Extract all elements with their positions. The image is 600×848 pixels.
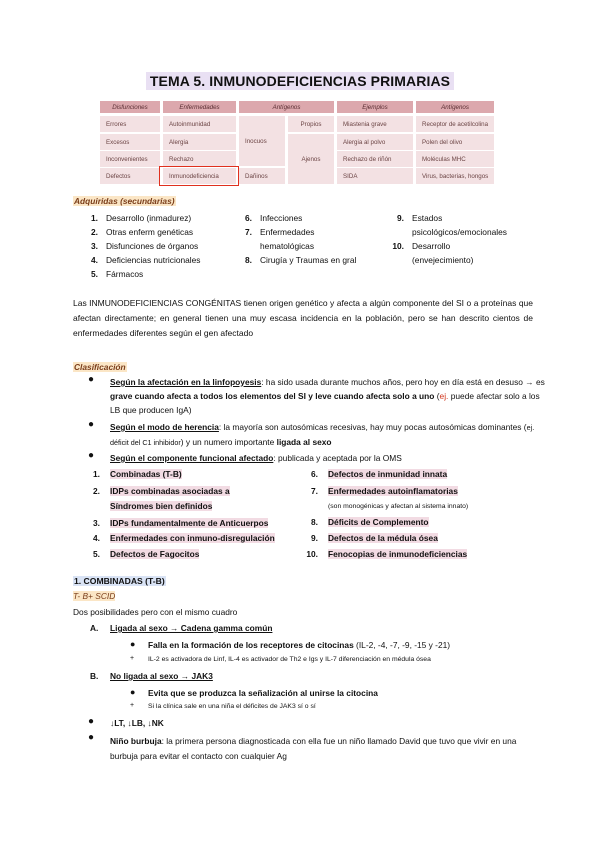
table-cell: Excesos: [100, 134, 160, 150]
table-cell: Inconvenientes: [100, 151, 160, 167]
bullet-icon: ●: [88, 732, 95, 743]
combined-subheading: T- B+ SCID: [73, 591, 116, 601]
bubble-boy-bullet: Niño burbuja: la primera persona diagnosticada con ella fue un niño llamado David que tuvo que vivir en una burbuja para evitar el contacto con cualquier Ag: [110, 736, 517, 761]
table-cell: Defectos: [100, 168, 160, 184]
table-cell: Receptor de acetilcolina: [416, 116, 494, 132]
table-cell: Alergia: [163, 134, 236, 150]
classification-item: 5. Defectos de Fagocitos: [93, 549, 200, 559]
bullet-icon: ●: [88, 450, 95, 461]
classification-bullet-2: Según el modo de herencia: la mayoría son autosómicas recesivas, hay muy pocas autosómicas dominantes (ej. déficit del C1 inhibidor) y un numero importante ligada al sexo: [110, 422, 535, 447]
table-cell: Miastenia grave: [337, 116, 413, 132]
list-item: 5. Fármacos: [91, 269, 144, 279]
acquired-heading: Adquiridas (secundarias): [74, 196, 175, 206]
list-item: 7. Enfermedades: [245, 227, 315, 237]
classification-bullet-3: Según el componente funcional afectado: publicada y aceptada por la OMS: [110, 453, 402, 463]
section-a-bullet-2: IL-2 es activadora de Linf, IL-4 es activador de Th2 e Igs y IL-7 diferenciación en médula ósea: [148, 656, 431, 663]
bullet-icon: ●: [88, 374, 95, 385]
classification-item: 4. Enfermedades con inmuno-disregulación: [93, 533, 275, 543]
section-a-label: A.: [90, 623, 99, 633]
classification-item: 7. Enfermedades autoinflamatorias: [311, 486, 458, 496]
table-header: Antígenos: [239, 101, 334, 113]
plus-icon: +: [130, 655, 135, 662]
list-item: 10. Desarrollo: [392, 241, 451, 251]
combined-heading: 1. COMBINADAS (T-B): [74, 576, 165, 586]
table-cell: Rechazo: [163, 151, 236, 167]
classification-item: 6. Defectos de inmunidad innata: [311, 469, 448, 479]
bullet-icon: ●: [130, 639, 136, 649]
section-a-bullet-1: Falla en la formación de los receptores de citocinas (IL-2, -4, -7, -9, -15 y -21): [148, 640, 451, 650]
table-cell: Rechazo de riñón: [337, 151, 413, 167]
bullet-icon: ●: [130, 687, 136, 697]
table-cell: Errores: [100, 116, 160, 132]
classification-item: 9. Defectos de la médula ósea: [311, 533, 438, 543]
list-item: psicológicos/emocionales: [412, 227, 507, 237]
list-item: 2. Otras enferm genéticas: [91, 227, 194, 237]
table-header: Enfermedades: [163, 101, 236, 113]
table-cell: Propios: [288, 116, 334, 132]
bullet-icon: ●: [88, 716, 95, 727]
list-item: 1. Desarrollo (inmadurez): [91, 213, 192, 223]
table-header: Disfunciones: [100, 101, 160, 113]
list-item: hematológicas: [260, 241, 315, 251]
classification-heading: Clasificación: [74, 362, 126, 372]
table-cell: Dañinos: [239, 168, 285, 184]
list-item: 8. Cirugía y Traumas en gral: [245, 255, 357, 265]
classification-item: Síndromes bien definidos: [110, 501, 213, 511]
classification-bullet-1: Según la afectación en la linfopoyesis: ha sido usada durante muchos años, pero hoy en día está en desuso → es grave cuando afecta a todos los elementos del SI y leve cuando afecta solo a uno (ej. puede afectar solo a los LB que producen IgA): [110, 377, 545, 415]
table-cell: Moléculas MHC: [416, 151, 494, 167]
table-cell: Inmunodeficiencia: [163, 168, 236, 184]
classification-item: 2. IDPs combinadas asociadas a: [93, 486, 230, 496]
table-cell: Alergia al polvo: [337, 134, 413, 150]
plus-icon: +: [130, 702, 135, 709]
table-cell: SIDA: [337, 168, 413, 184]
bullet-icon: ●: [88, 419, 95, 430]
table-header: Ejemplos: [337, 101, 413, 113]
table-cell: Ajenos: [288, 134, 334, 184]
list-item: 3. Disfunciones de órganos: [91, 241, 199, 251]
table-cell: Virus, bacterias, hongos: [416, 168, 494, 184]
list-item: 4. Deficiencias nutricionales: [91, 255, 201, 265]
table-cell: Inocuos: [239, 116, 285, 166]
section-b-bullet-1: Evita que se produzca la señalización al unirse la citocina: [148, 688, 378, 698]
page-title: TEMA 5. INMUNODEFICIENCIAS PRIMARIAS: [0, 73, 600, 89]
table-cell: Autoinmunidad: [163, 116, 236, 132]
list-item: 9. Estados: [397, 213, 443, 223]
combined-intro: Dos posibilidades pero con el mismo cuadro: [73, 607, 238, 617]
classification-item: 1. Combinadas (T-B): [93, 469, 182, 479]
section-a-title: Ligada al sexo → Cadena gamma común: [110, 623, 273, 633]
lymphocyte-bullet: ↓LT, ↓LB, ↓NK: [110, 718, 164, 728]
classification-item: 10. Fenocopias de inmunodeficiencias: [306, 549, 468, 559]
highlight-box: [159, 166, 239, 186]
list-item: (envejecimiento): [412, 255, 474, 265]
table-header: Antígenos: [416, 101, 494, 113]
classification-note: (son monogénicas y afectan al sistema innato): [328, 503, 469, 510]
section-b-bullet-2: Si la clínica sale en una niña el déficites de JAK3 sí o sí: [148, 703, 316, 710]
intro-paragraph: Las INMUNODEFICIENCIAS CONGÉNITAS tienen origen genético y afecta a algún componente del SI o a proteínas que afectan directamente; en general tienen una muy escasa incidencia en la población, pero se han descrito cientos de enfermedades diferentes según el gen afectado: [73, 298, 533, 338]
section-b-label: B.: [90, 671, 99, 681]
section-b-title: No ligada al sexo → JAK3: [110, 671, 213, 681]
list-item: 6. Infecciones: [245, 213, 303, 223]
classification-item: 3. IDPs fundamentalmente de Anticuerpos: [93, 518, 269, 528]
classification-item: 8. Déficits de Complemento: [311, 517, 429, 527]
table-cell: Polen del olivo: [416, 134, 494, 150]
